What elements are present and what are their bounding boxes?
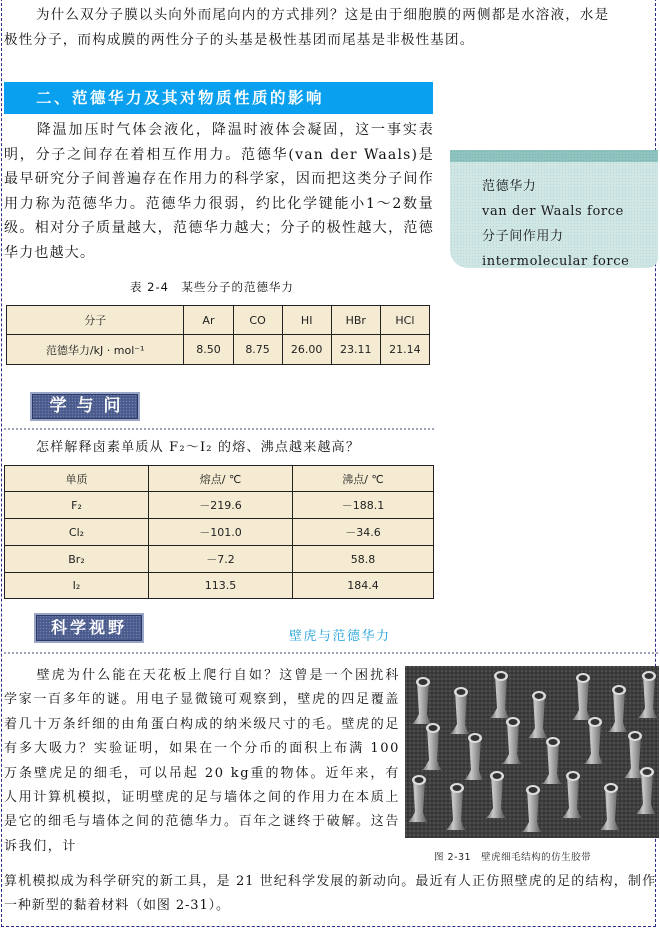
table-cell: I₂ [5,573,149,599]
divider [4,652,658,654]
table-cell: 8.75 [233,335,282,365]
science-box-title: 壁虎与范德华力 [289,629,391,644]
intro-paragraph [4,3,654,52]
table-cell: Br₂ [5,546,149,573]
table-cell: HCl [380,306,429,335]
intro-line-1: 为什么双分子膜以头向外而尾向内的方式排列？这是由于细胞膜的两侧都是水溶液，水是 [36,7,610,23]
glossary-term: 范德华力 [482,179,537,194]
table-cell: 113.5 [149,573,293,599]
table-row [7,335,430,365]
table-cell: 熔点/ ℃ [149,466,293,492]
table-row [5,546,434,573]
glossary-list [482,174,629,274]
table-cell: －188.1 [293,492,434,519]
table-cell: 23.11 [331,335,380,365]
micropillar-image-icon [405,666,659,838]
table-cell: HBr [331,306,380,335]
table-cell: 分子 [7,306,184,335]
section-paragraph-text: 降温加压时气体会液化，降温时液体会凝固，这一事实表明，分子之间存在着相互作用力。范德华(van der Waals)是最早研究分子间普遍存在作用力的科学家，因而把这类分子间作用力称为范德华力。范德华力很弱，约比化学键能小1～2数量级。相对分子质量越大，范德华力越大；分子的极性越大，范德华力也越大。 [4,122,434,261]
table-cell: 8.50 [184,335,233,365]
table-cell: 21.14 [380,335,429,365]
divider [4,428,434,430]
gecko-tape-photo [405,666,659,838]
intro-line-2: 极性分子，而构成膜的两性分子的头基是极性基团而尾基是非极性基团。 [4,31,475,48]
table-cell: 26.00 [282,335,331,365]
table-cell: F₂ [5,492,149,519]
halogen-table [4,465,434,599]
table-cell: Ar [184,306,233,335]
gecko-paragraph-text: 壁虎为什么能在天花板上爬行自如？这曾是一个困扰科学家一百多年的谜。用电子显微镜可观察到，壁虎的四足覆盖着几十万条纤细的由角蛋白构成的纳米级尺寸的毛。壁虎的足有多大吸力？实验证明，如果在一个分币的面积上布满 100 万条壁虎足的细毛，可以吊起 20 kg重的物体。近年来，有人用计算机模拟，证明壁虎的足与墙体之间的作用力在本质上是它的细毛与墙体之间的范德华力。百年之谜终于破解。这告诉我们，计 [4,668,400,854]
science-view-badge: 科学视野 [34,613,144,643]
table-cell: HI [282,306,331,335]
table-caption: 表 2-4 某些分子的范德华力 [130,280,294,294]
table-cell: －34.6 [293,519,434,546]
vdw-force-table [6,305,430,365]
table-cell: 范德华力/kJ · mol⁻¹ [7,335,184,365]
table-row [5,492,434,519]
table-cell: 184.4 [293,573,434,599]
section-paragraph [4,118,434,266]
figure-caption: 图 2-31 壁虎细毛结构的仿生胶带 [434,852,592,863]
table-cell: 沸点/ ℃ [293,466,434,492]
table-cell: －101.0 [149,519,293,546]
study-question: 怎样解释卤素单质从 F₂～I₂ 的熔、沸点越来越高？ [36,440,361,455]
glossary-term: intermolecular force [482,254,630,269]
table-header-row [5,466,434,492]
glossary-header-bar [450,150,658,162]
table-cell: 单质 [5,466,149,492]
table-cell: CO [233,306,282,335]
gecko-paragraph-continued: 算机模拟成为科学研究的新工具，是 21 世纪科学发展的新动向。最近有人正仿照壁虎的足的结构，制作一种新型的黏着材料（如图 2-31）。 [4,874,656,914]
table-cell: －7.2 [149,546,293,573]
table-cell: Cl₂ [5,519,149,546]
study-question-badge: 学与问 [30,392,140,421]
table-cell: 58.8 [293,546,434,573]
table-row [5,573,434,599]
glossary-term: 分子间作用力 [482,229,564,244]
section-heading: 二、范德华力及其对物质性质的影响 [4,82,433,114]
table-row [5,519,434,546]
glossary-box [450,150,658,268]
glossary-term: van der Waals force [482,204,624,219]
gecko-paragraph [4,664,400,859]
table-header-row [7,306,430,335]
table-cell: －219.6 [149,492,293,519]
